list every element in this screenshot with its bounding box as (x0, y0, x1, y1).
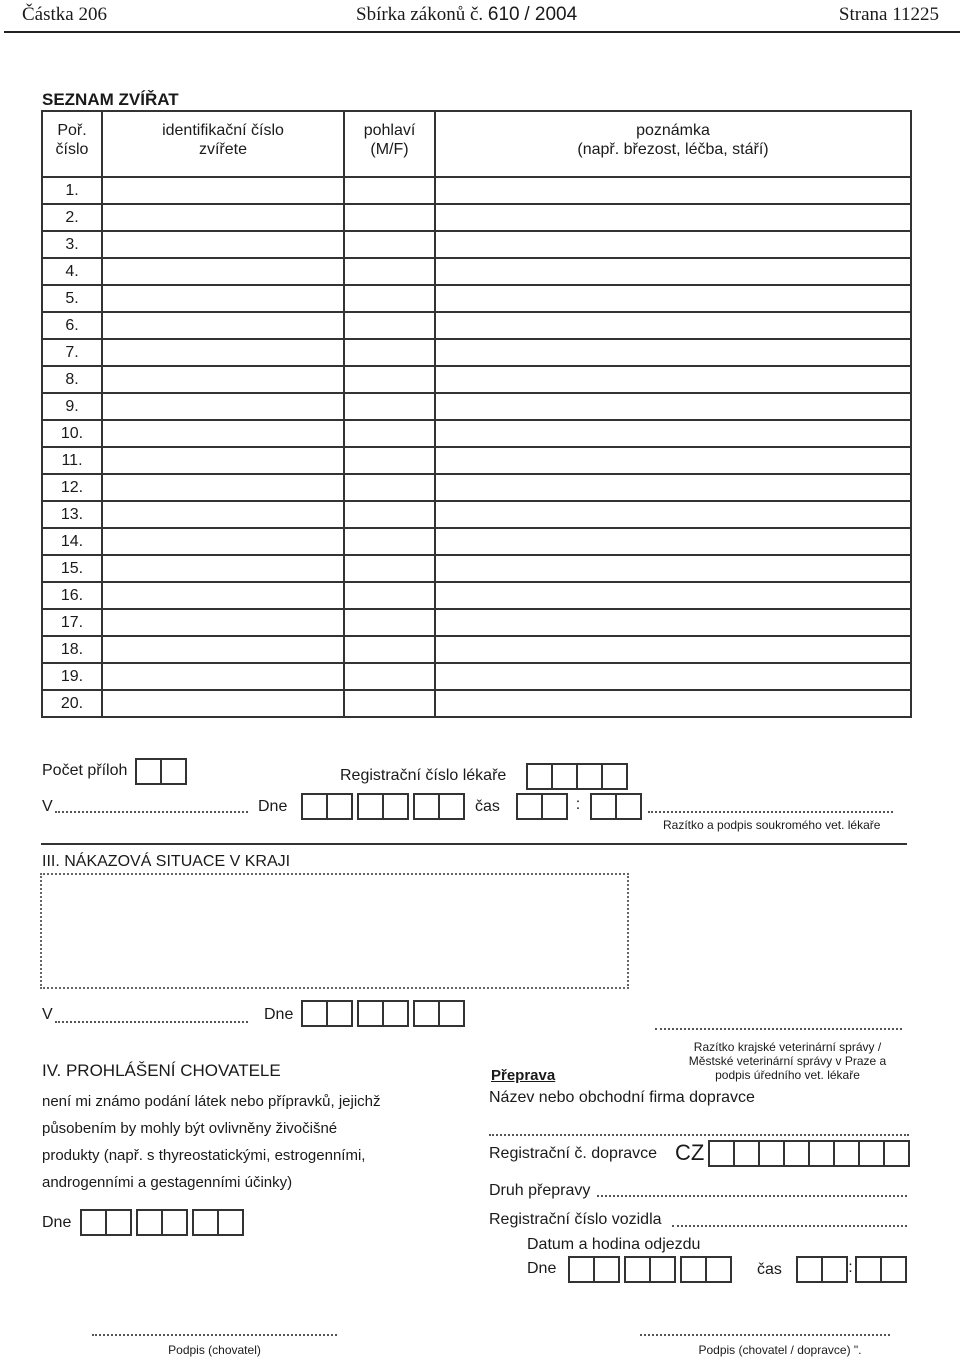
table-row (42, 204, 911, 231)
departure-time-boxes[interactable] (796, 1256, 905, 1283)
note-cell[interactable] (435, 312, 911, 339)
declaration-date-digit[interactable] (80, 1209, 107, 1236)
region-stamp-line2: Městské veterinární správy v Praze a (688, 1054, 887, 1068)
table-row (42, 663, 911, 690)
section3-place-field[interactable] (55, 1021, 248, 1023)
transport-kind-label: Druh přepravy (489, 1182, 591, 1199)
section3-date-digit[interactable] (357, 1000, 384, 1027)
sex-cell[interactable] (344, 447, 435, 474)
row-number: 8. (42, 366, 102, 393)
row-number: 16. (42, 582, 102, 609)
section3-place-label: V (42, 1006, 53, 1023)
departure-date-label: Dne (527, 1260, 557, 1277)
region-signature-line[interactable] (655, 1028, 902, 1030)
table-row (42, 285, 911, 312)
departure-date-digit[interactable] (593, 1256, 620, 1283)
section3-date-digit[interactable] (413, 1000, 440, 1027)
section3-title: III. NÁKAZOVÁ SITUACE V KRAJI (42, 853, 291, 870)
col-header-id (102, 111, 344, 177)
row-number: 15. (42, 555, 102, 582)
sex-cell[interactable] (344, 258, 435, 285)
sex-cell[interactable] (344, 582, 435, 609)
row-number: 6. (42, 312, 102, 339)
note-cell[interactable] (435, 231, 911, 258)
attachments-label: Počet příloh (42, 762, 128, 779)
note-cell[interactable] (435, 285, 911, 312)
table-row (42, 528, 911, 555)
departure-date-digit[interactable] (624, 1256, 651, 1283)
vet-date-digit[interactable] (382, 793, 409, 820)
sex-cell[interactable] (344, 312, 435, 339)
col-sex-line2: (M/F) (370, 141, 409, 158)
animal-id-cell[interactable] (102, 555, 344, 582)
declaration-line3: produkty (např. s thyreostatickými, estrogenními, (42, 1147, 366, 1164)
region-stamp-line1: Razítko krajské veterinární správy / (693, 1040, 882, 1054)
note-cell[interactable] (435, 555, 911, 582)
table-row (42, 231, 911, 258)
carrier-reg-digit[interactable] (783, 1140, 810, 1167)
vet-date-digit[interactable] (357, 793, 384, 820)
vet-reg-digit[interactable] (601, 763, 628, 790)
note-cell[interactable] (435, 582, 911, 609)
animal-id-cell[interactable] (102, 447, 344, 474)
departure-date-digit[interactable] (649, 1256, 676, 1283)
row-number: 20. (42, 690, 102, 717)
declaration-date-digit[interactable] (217, 1209, 244, 1236)
animal-id-cell[interactable] (102, 312, 344, 339)
sex-cell[interactable] (344, 204, 435, 231)
note-cell[interactable] (435, 474, 911, 501)
declaration-date-label: Dne (42, 1214, 72, 1231)
table-row (42, 393, 911, 420)
row-number: 5. (42, 285, 102, 312)
declaration-date-digit[interactable] (105, 1209, 132, 1236)
note-cell[interactable] (435, 447, 911, 474)
row-number: 4. (42, 258, 102, 285)
section3-date-boxes[interactable] (301, 1000, 463, 1027)
animal-id-cell[interactable] (102, 663, 344, 690)
animal-id-cell[interactable] (102, 231, 344, 258)
col-header-note (435, 111, 911, 177)
table-row (42, 177, 911, 204)
vet-reg-label: Registrační číslo lékaře (340, 767, 507, 784)
animal-id-cell[interactable] (102, 690, 344, 717)
row-number: 19. (42, 663, 102, 690)
header-page: Strana 11225 (838, 4, 939, 25)
table-row (42, 609, 911, 636)
attachments-boxes[interactable] (135, 758, 185, 785)
note-cell[interactable] (435, 177, 911, 204)
note-cell[interactable] (435, 663, 911, 690)
note-cell[interactable] (435, 339, 911, 366)
table-row (42, 339, 911, 366)
keeper-signature-line[interactable] (92, 1334, 337, 1336)
col-header-sex (344, 111, 435, 177)
departure-time-label: čas (757, 1261, 782, 1278)
departure-date-digit[interactable] (705, 1256, 732, 1283)
transport-title: Přeprava (491, 1067, 556, 1084)
vet-time-label: čas (475, 798, 500, 815)
animal-list-table (41, 110, 912, 718)
col-note-line2: (např. březost, léčba, stáří) (577, 141, 769, 158)
animal-id-cell[interactable] (102, 285, 344, 312)
sex-cell[interactable] (344, 231, 435, 258)
vet-time-boxes[interactable] (516, 793, 640, 820)
sex-cell[interactable] (344, 663, 435, 690)
table-row (42, 420, 911, 447)
vehicle-reg-label: Registrační číslo vozidla (489, 1211, 662, 1228)
animal-list-header-row (42, 111, 911, 177)
row-number: 18. (42, 636, 102, 663)
region-stamp-line3: podpis úředního vet. lékaře (715, 1068, 860, 1082)
keeper-carrier-signature-line[interactable] (640, 1334, 890, 1336)
row-number: 10. (42, 420, 102, 447)
declaration-date-digit[interactable] (136, 1209, 163, 1236)
note-cell[interactable] (435, 690, 911, 717)
header-collection-year: / 2004 (524, 4, 578, 25)
row-number: 3. (42, 231, 102, 258)
departure-date-digit[interactable] (680, 1256, 707, 1283)
table-row (42, 366, 911, 393)
sex-cell[interactable] (344, 609, 435, 636)
section3-date-digit[interactable] (326, 1000, 353, 1027)
declaration-line1: není mi známo podání látek nebo přípravků, jejichž (42, 1093, 381, 1110)
vet-date-digit[interactable] (326, 793, 353, 820)
sex-cell[interactable] (344, 636, 435, 663)
carrier-reg-digit[interactable] (733, 1140, 760, 1167)
animal-list-body (42, 177, 911, 717)
col-number-line2: číslo (55, 141, 89, 158)
declaration-line2: působením by mohly být ovlivněny živočišné (42, 1120, 338, 1137)
region-stamp-label (660, 1040, 915, 1082)
carrier-reg-digit[interactable] (883, 1140, 910, 1167)
table-row (42, 690, 911, 717)
vet-time-colon: : (575, 796, 581, 813)
transport-kind-field[interactable] (597, 1195, 907, 1197)
table-row (42, 258, 911, 285)
keeper-signature-label: Podpis (chovatel) (168, 1343, 261, 1357)
vet-time-digit[interactable] (541, 793, 568, 820)
vet-date-digit[interactable] (413, 793, 440, 820)
header-part: Částka 206 (22, 4, 107, 25)
animal-id-cell[interactable] (102, 366, 344, 393)
vet-reg-digit[interactable] (576, 763, 603, 790)
note-cell[interactable] (435, 366, 911, 393)
row-number: 9. (42, 393, 102, 420)
table-row (42, 501, 911, 528)
header-collection-label: Sbírka zákonů č. (356, 4, 484, 25)
note-cell[interactable] (435, 420, 911, 447)
vet-date-label: Dne (258, 798, 288, 815)
animal-id-cell[interactable] (102, 393, 344, 420)
table-row (42, 582, 911, 609)
animal-id-cell[interactable] (102, 582, 344, 609)
animal-id-cell[interactable] (102, 474, 344, 501)
departure-time-digit[interactable] (855, 1256, 882, 1283)
carrier-reg-label: Registrační č. dopravce (489, 1145, 658, 1162)
sex-cell[interactable] (344, 555, 435, 582)
section-divider (41, 843, 907, 845)
animal-id-cell[interactable] (102, 501, 344, 528)
note-cell[interactable] (435, 258, 911, 285)
region-situation-field[interactable] (40, 873, 629, 989)
header-collection (356, 4, 577, 26)
section3-date-digit[interactable] (382, 1000, 409, 1027)
attachments-digit[interactable] (160, 758, 187, 785)
carrier-reg-digit[interactable] (708, 1140, 735, 1167)
row-number: 13. (42, 501, 102, 528)
sex-cell[interactable] (344, 177, 435, 204)
section3-date-digit[interactable] (438, 1000, 465, 1027)
departure-time-digit[interactable] (880, 1256, 907, 1283)
keeper-carrier-signature-label: Podpis (chovatel / dopravce) ". (698, 1343, 862, 1357)
header-divider (4, 31, 960, 33)
departure-date-digit[interactable] (568, 1256, 595, 1283)
carrier-reg-digit[interactable] (858, 1140, 885, 1167)
sex-cell[interactable] (344, 690, 435, 717)
vet-place-label: V (42, 798, 53, 815)
carrier-name-label: Název nebo obchodní firma dopravce (489, 1089, 755, 1106)
vet-time-digit[interactable] (516, 793, 543, 820)
animal-id-cell[interactable] (102, 609, 344, 636)
table-row (42, 447, 911, 474)
table-row (42, 636, 911, 663)
vet-time-digit[interactable] (615, 793, 642, 820)
row-number: 12. (42, 474, 102, 501)
col-number-line1: Poř. (57, 122, 87, 139)
carrier-reg-boxes[interactable] (708, 1140, 908, 1167)
vehicle-reg-field[interactable] (672, 1225, 907, 1227)
carrier-reg-digit[interactable] (808, 1140, 835, 1167)
col-header-number (42, 111, 102, 177)
sex-cell[interactable] (344, 501, 435, 528)
animal-list-title: SEZNAM ZVÍŘAT (42, 90, 179, 109)
animal-id-cell[interactable] (102, 528, 344, 555)
note-cell[interactable] (435, 609, 911, 636)
vet-reg-digit[interactable] (551, 763, 578, 790)
sex-cell[interactable] (344, 474, 435, 501)
section4-title: IV. PROHLÁŠENÍ CHOVATELE (42, 1061, 281, 1080)
row-number: 17. (42, 609, 102, 636)
note-cell[interactable] (435, 501, 911, 528)
animal-id-cell[interactable] (102, 636, 344, 663)
departure-time-colon: : (848, 1259, 853, 1276)
animal-id-cell[interactable] (102, 204, 344, 231)
sex-cell[interactable] (344, 420, 435, 447)
col-id-line1: identifikační číslo (162, 122, 284, 139)
carrier-reg-digit[interactable] (833, 1140, 860, 1167)
attachments-digit[interactable] (135, 758, 162, 785)
departure-time-digit[interactable] (821, 1256, 848, 1283)
row-number: 14. (42, 528, 102, 555)
table-row (42, 474, 911, 501)
table-row (42, 312, 911, 339)
departure-date-boxes[interactable] (568, 1256, 730, 1283)
col-sex-line1: pohlaví (363, 122, 416, 139)
animal-id-cell[interactable] (102, 177, 344, 204)
vet-time-digit[interactable] (590, 793, 617, 820)
carrier-name-field[interactable] (489, 1134, 909, 1136)
col-note-line1: poznámka (636, 122, 710, 139)
sex-cell[interactable] (344, 339, 435, 366)
sex-cell[interactable] (344, 393, 435, 420)
vet-reg-digit[interactable] (526, 763, 553, 790)
departure-label: Datum a hodina odjezdu (527, 1236, 701, 1253)
vet-place-field[interactable] (55, 811, 248, 813)
declaration-date-digit[interactable] (192, 1209, 219, 1236)
note-cell[interactable] (435, 393, 911, 420)
col-id-line2: zvířete (198, 141, 247, 158)
vet-date-digit[interactable] (301, 793, 328, 820)
header-collection-number: 610 (487, 4, 520, 25)
sex-cell[interactable] (344, 528, 435, 555)
declaration-line4: androgenními a gestagenními účinky) (42, 1174, 293, 1191)
vet-stamp-label: Razítko a podpis soukromého vet. lékaře (663, 818, 881, 832)
note-cell[interactable] (435, 636, 911, 663)
animal-id-cell[interactable] (102, 339, 344, 366)
row-number: 1. (42, 177, 102, 204)
section3-date-digit[interactable] (301, 1000, 328, 1027)
sex-cell[interactable] (344, 366, 435, 393)
note-cell[interactable] (435, 528, 911, 555)
section3-date-label: Dne (264, 1006, 294, 1023)
row-number: 7. (42, 339, 102, 366)
declaration-date-boxes[interactable] (80, 1209, 242, 1236)
animal-id-cell[interactable] (102, 258, 344, 285)
row-number: 2. (42, 204, 102, 231)
animal-id-cell[interactable] (102, 420, 344, 447)
vet-reg-boxes[interactable] (526, 763, 626, 790)
row-number: 11. (42, 447, 102, 474)
vet-date-digit[interactable] (438, 793, 465, 820)
sex-cell[interactable] (344, 285, 435, 312)
declaration-date-digit[interactable] (161, 1209, 188, 1236)
vet-date-boxes[interactable] (301, 793, 463, 820)
carrier-reg-country: CZ (675, 1140, 705, 1165)
table-row (42, 555, 911, 582)
departure-time-digit[interactable] (796, 1256, 823, 1283)
carrier-reg-digit[interactable] (758, 1140, 785, 1167)
note-cell[interactable] (435, 204, 911, 231)
vet-signature-line[interactable] (648, 811, 893, 813)
